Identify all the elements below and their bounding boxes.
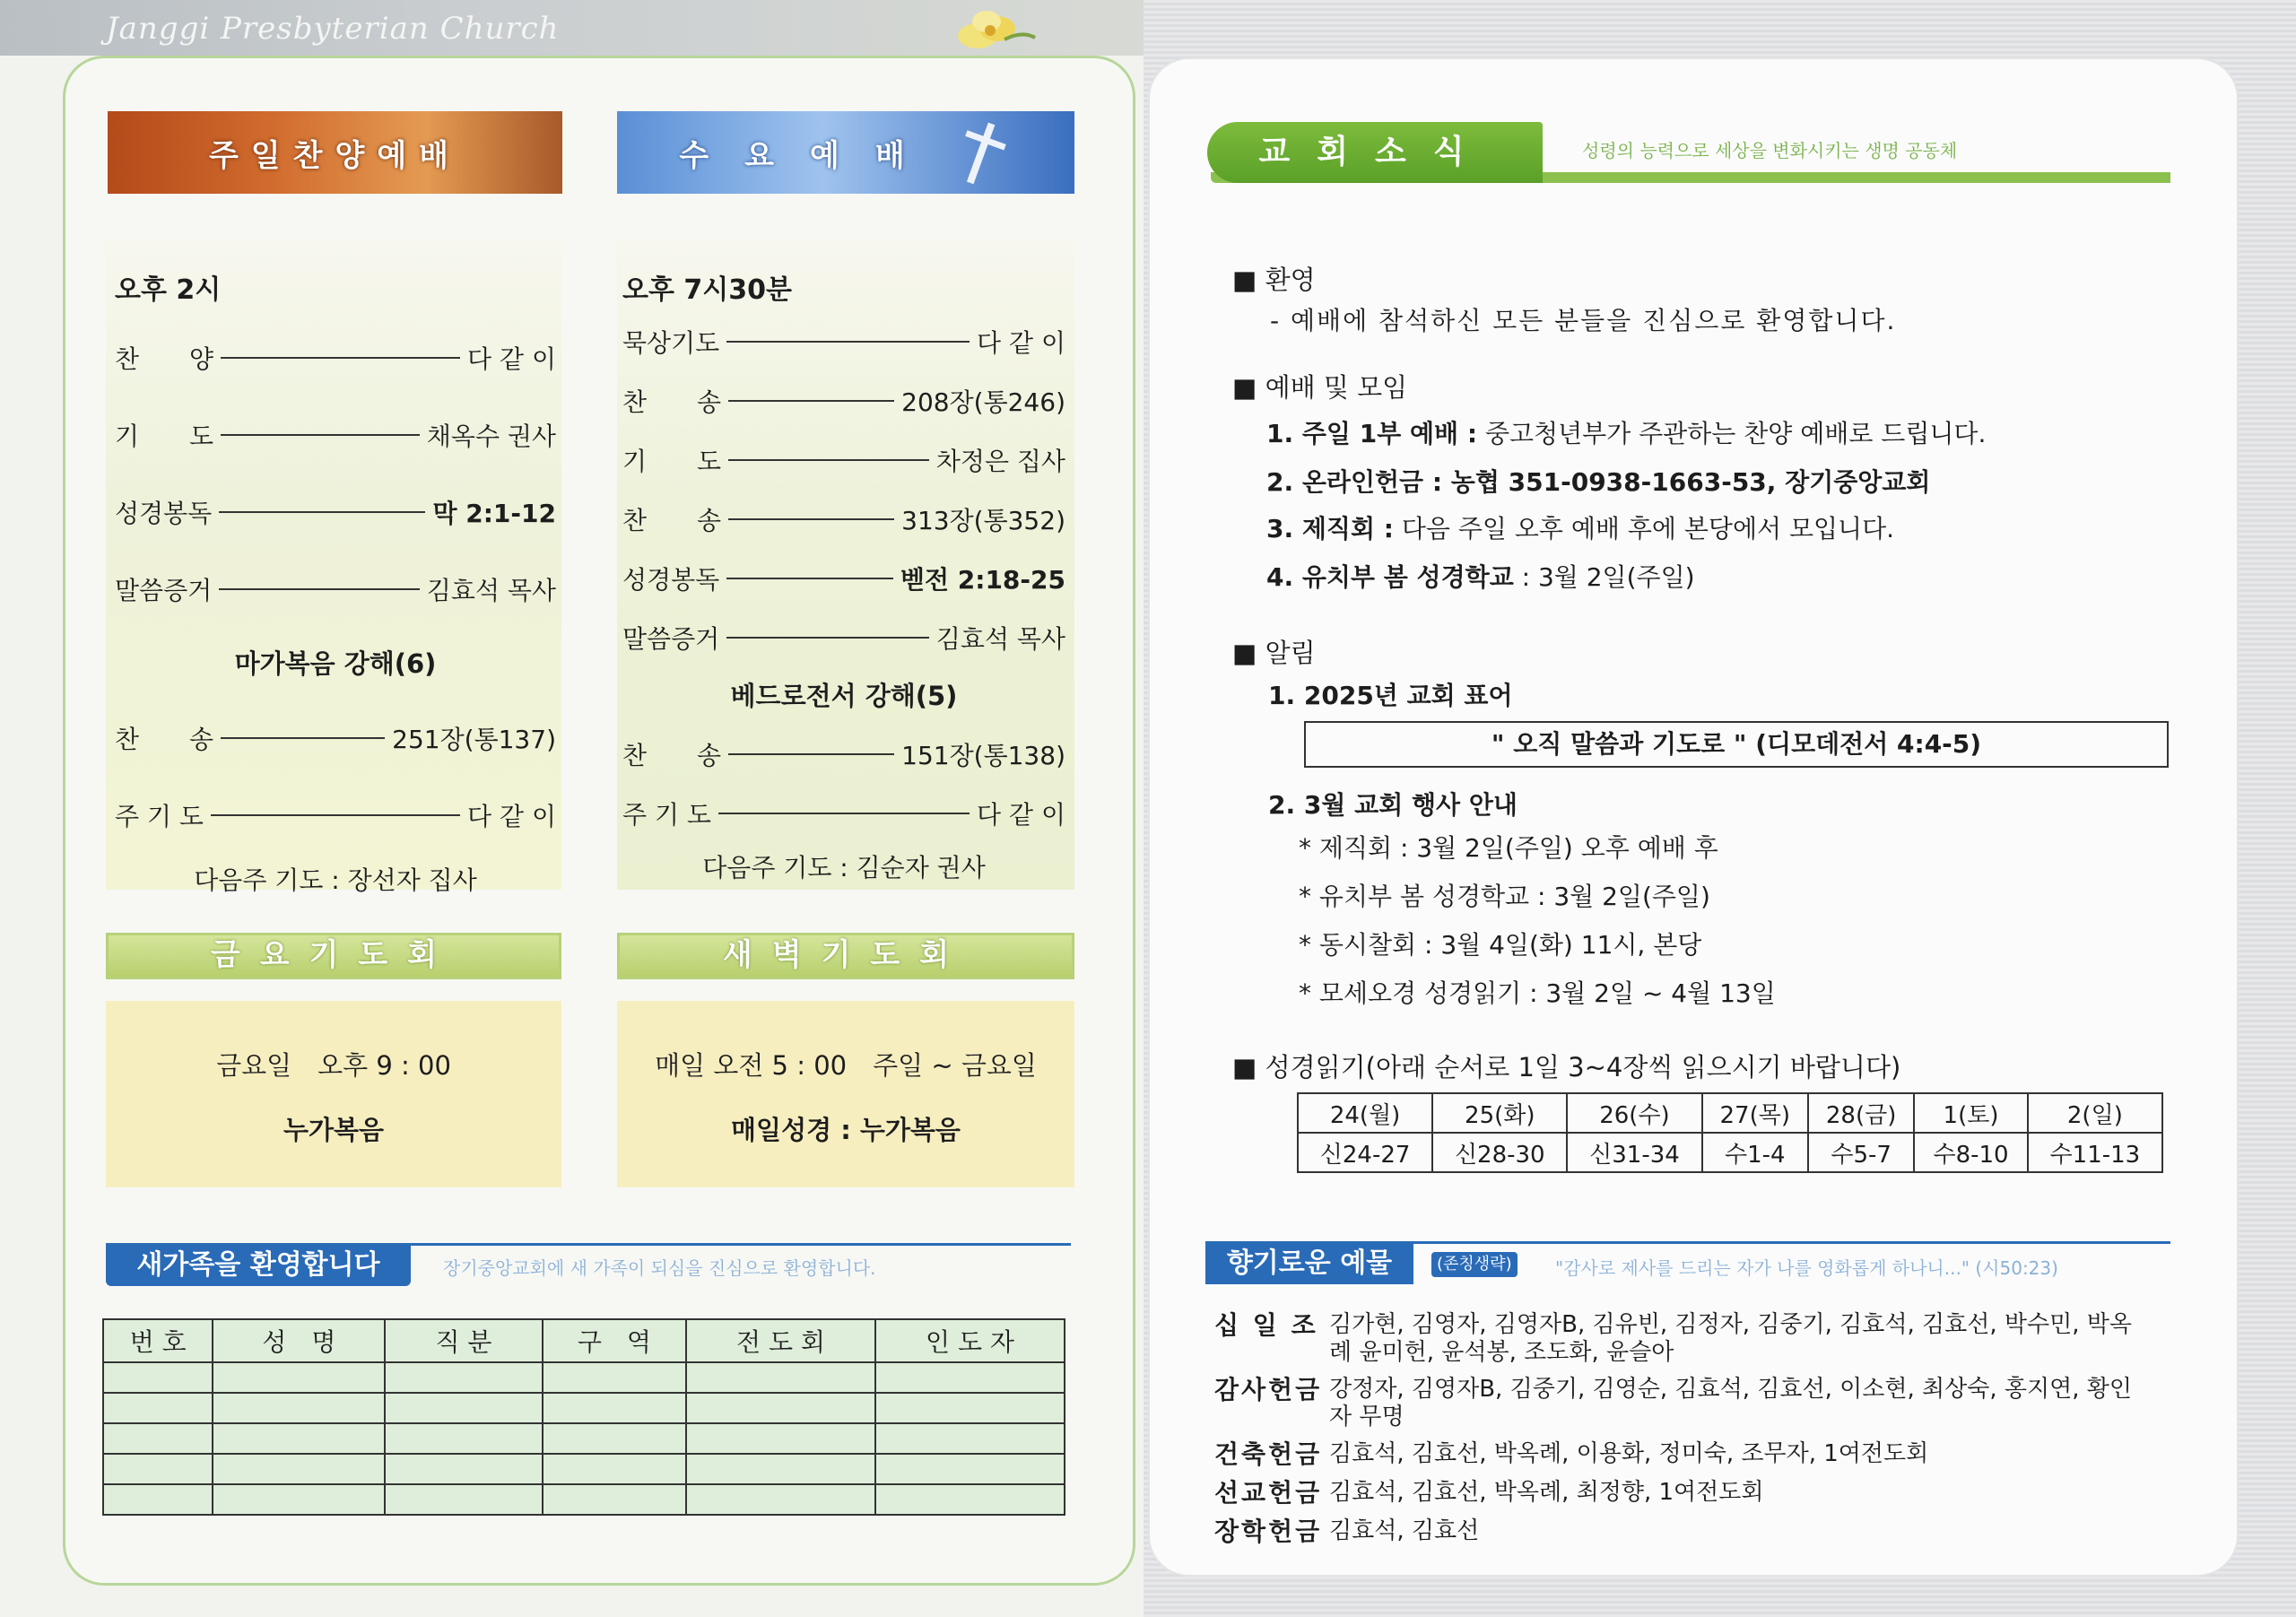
leader-line [726, 637, 929, 639]
table-cell [686, 1484, 875, 1515]
news-subtitle: 성령의 능력으로 세상을 변화시키는 생명 공동체 [1582, 140, 1958, 161]
day-cell: 26(수) [1567, 1093, 1701, 1133]
table-cell [875, 1484, 1065, 1515]
meeting-item-title: 4. 유치부 봄 성경학교 [1266, 562, 1514, 592]
notices-section [1232, 633, 1316, 670]
sunday-order-row [115, 700, 556, 777]
sunday-worship-order [115, 267, 556, 897]
table-cell [385, 1362, 543, 1393]
order-value: 벧전 2:18-25 [900, 565, 1065, 595]
order-value: 313장(통352) [901, 506, 1065, 535]
wednesday-order-row [622, 784, 1065, 843]
leader-line [728, 518, 894, 520]
passage-cell: 신24-27 [1298, 1133, 1432, 1172]
table-cell [875, 1454, 1065, 1484]
wednesday-order-row [622, 312, 1065, 371]
offerings-list [1214, 1311, 2138, 1545]
order-value: 김효석 목사 [426, 576, 556, 605]
leader-line [219, 511, 425, 513]
table-cell [103, 1454, 213, 1484]
wednesday-worship-title: 수요예배 [679, 137, 941, 174]
offering-label: 건축헌금 [1214, 1439, 1323, 1469]
new-family-table [102, 1318, 1065, 1516]
sunday-order-row [115, 319, 556, 396]
order-label: 말씀증거 [115, 576, 213, 605]
leader-line [219, 588, 420, 590]
order-value: 막 2:1-12 [432, 499, 556, 528]
wednesday-order-row [622, 371, 1065, 430]
order-label: 묵상기도 [622, 328, 720, 358]
leader-line [221, 357, 460, 359]
table-cell [543, 1484, 686, 1515]
flower-icon [942, 4, 1040, 61]
leader-line [726, 578, 893, 579]
column-header: 전 도 회 [686, 1319, 875, 1362]
welcome-heading: 환영 [1265, 265, 1316, 295]
order-label: 성경봉독 [622, 565, 720, 595]
sunday-order-row [115, 551, 556, 628]
sunday-order-row [115, 474, 556, 551]
welcome-text: - 예배에 참석하신 모든 분들을 진심으로 환영합니다. [1270, 306, 1897, 335]
table-cell [385, 1454, 543, 1484]
church-name: Janggi Presbyterian Church [106, 11, 560, 47]
table-row [1298, 1133, 2162, 1172]
meeting-item-text: 다음 주일 오후 예배 후에 본당에서 모입니다. [1393, 514, 1895, 543]
wednesday-time: 오후 7시30분 [622, 274, 792, 306]
offering-names: 강정자, 김영자B, 김중기, 김영순, 김효석, 김효선, 이소현, 최상숙, 홍지연, 황인자 무명 [1329, 1376, 2132, 1430]
order-label: 찬 송 [622, 506, 722, 535]
leader-line [726, 341, 970, 343]
leader-line [728, 400, 894, 402]
table-cell [686, 1454, 875, 1484]
offering-label: 십 일 조 [1214, 1310, 1318, 1340]
table-header-row [103, 1319, 1065, 1362]
wednesday-order-row [622, 725, 1065, 784]
table-row [103, 1484, 1065, 1515]
table-cell [213, 1393, 385, 1423]
wednesday-order-row [622, 608, 1065, 667]
sunday-next-prayer: 다음주 기도 : 장선자 집사 [194, 865, 477, 895]
dawn-prayer-text: 매일성경 : 누가복음 [731, 1115, 961, 1145]
meeting-item [1266, 558, 1695, 594]
offering-names: 김효석, 김효선 [1329, 1517, 1480, 1544]
column-header: 번 호 [103, 1319, 213, 1362]
table-cell [385, 1423, 543, 1454]
leader-line [728, 753, 894, 755]
table-cell [686, 1393, 875, 1423]
passage-cell: 수1-4 [1702, 1133, 1808, 1172]
table-row [103, 1454, 1065, 1484]
bullet-icon: ■ [1232, 372, 1265, 403]
wednesday-next-prayer: 다음주 기도 : 김순자 권사 [702, 853, 986, 882]
table-cell [213, 1362, 385, 1393]
table-row [103, 1393, 1065, 1423]
bullet-icon: ■ [1232, 1052, 1265, 1082]
friday-prayer-title: 금요기도회 [106, 933, 561, 979]
sunday-worship-title: 주일찬양예배 [208, 137, 462, 174]
table-cell [213, 1484, 385, 1515]
order-label: 찬 송 [622, 741, 722, 770]
offering-names: 김효석, 김효선, 박옥례, 최정향, 1여전도회 [1329, 1479, 1764, 1506]
cross-icon [950, 117, 1013, 188]
table-cell [875, 1362, 1065, 1393]
table-cell [213, 1423, 385, 1454]
welcome-section [1232, 260, 1316, 297]
table-cell [543, 1393, 686, 1423]
order-label: 주 기 도 [622, 800, 711, 830]
leader-line [211, 814, 460, 816]
column-header: 성 명 [213, 1319, 385, 1362]
column-header: 인 도 자 [875, 1319, 1065, 1362]
order-label: 찬 양 [115, 344, 214, 374]
order-label: 주 기 도 [115, 802, 204, 831]
bible-reading-table-wrap [1297, 1092, 2163, 1173]
sunday-order-row [115, 777, 556, 854]
table-cell [385, 1393, 543, 1423]
sunday-order-row [115, 396, 556, 474]
wednesday-order-row [622, 430, 1065, 490]
order-label: 찬 송 [115, 725, 214, 754]
table-cell [103, 1423, 213, 1454]
table-header-row [1298, 1093, 2162, 1133]
new-family-title: 새가족을 환영합니다 [106, 1245, 411, 1286]
event-item: * 유치부 봄 성경학교 : 3월 2일(주일) [1299, 882, 1710, 911]
table-cell [686, 1423, 875, 1454]
column-header: 구 역 [543, 1319, 686, 1362]
passage-cell: 신28-30 [1432, 1133, 1567, 1172]
friday-prayer-box [106, 1001, 561, 1187]
wednesday-order-row [622, 549, 1065, 608]
new-family-subtitle: 장기중앙교회에 새 가족이 되심을 진심으로 환영합니다. [443, 1257, 876, 1279]
offerings-title: 향기로운 예물 [1205, 1243, 1413, 1284]
order-value: 다 같 이 [467, 344, 556, 374]
meeting-item [1266, 414, 1986, 450]
bullet-icon: ■ [1232, 265, 1265, 295]
order-value: 다 같 이 [977, 800, 1065, 830]
leader-line [728, 459, 929, 461]
table-cell [385, 1484, 543, 1515]
order-value: 다 같 이 [977, 328, 1065, 358]
meetings-heading: 예배 및 모임 [1265, 372, 1408, 403]
offering-label: 장학헌금 [1214, 1517, 1323, 1546]
wednesday-order-row [622, 490, 1065, 549]
friday-prayer-text: 누가복음 [283, 1115, 385, 1145]
order-label: 말씀증거 [622, 624, 720, 654]
passage-cell: 신31-34 [1567, 1133, 1701, 1172]
table-row [103, 1423, 1065, 1454]
meeting-item-text: : 3월 2일(주일) [1513, 562, 1695, 592]
table-cell [875, 1393, 1065, 1423]
offering-names: 김효석, 김효선, 박옥례, 이용화, 정미숙, 조무자, 1여전도회 [1329, 1440, 1929, 1467]
offerings-tag: (존칭생략) [1431, 1252, 1518, 1277]
table-cell [543, 1423, 686, 1454]
meetings-section [1232, 368, 1407, 404]
table-cell [543, 1454, 686, 1484]
dawn-prayer-title: 새벽기도회 [617, 933, 1074, 979]
passage-cell: 수5-7 [1808, 1133, 1914, 1172]
meeting-item-title: 2. 온라인헌금 : 농협 351-0938-1663-53, 장기중앙교회 [1266, 467, 1931, 497]
table-row [103, 1362, 1065, 1393]
offering-label: 감사헌금 [1214, 1375, 1323, 1404]
table-cell [103, 1484, 213, 1515]
table-cell [686, 1362, 875, 1393]
day-cell: 27(목) [1702, 1093, 1808, 1133]
order-value: 차정은 집사 [935, 447, 1065, 476]
sunday-sermon-title: 마가복음 강해(6) [234, 648, 437, 679]
day-cell: 24(월) [1298, 1093, 1432, 1133]
order-value: 김효석 목사 [935, 624, 1065, 654]
order-label: 찬 송 [622, 387, 722, 417]
leader-line [718, 813, 970, 814]
order-value: 다 같 이 [467, 802, 556, 831]
events-title: 2. 3월 교회 행사 안내 [1268, 790, 1518, 820]
offering-row [1214, 1517, 2138, 1545]
column-header: 직 분 [385, 1319, 543, 1362]
leader-line [221, 434, 420, 436]
offering-row [1214, 1311, 2138, 1367]
leader-line [221, 737, 385, 739]
order-label: 기 도 [622, 447, 722, 476]
notices-heading: 알림 [1265, 638, 1316, 668]
event-item: * 동시찰회 : 3월 4일(화) 11시, 본당 [1299, 930, 1702, 960]
order-value: 208장(통246) [901, 387, 1065, 417]
dawn-prayer-box [617, 1001, 1074, 1187]
sunday-worship-header [108, 111, 562, 194]
table-cell [103, 1393, 213, 1423]
friday-prayer-time: 금요일 오후 9 : 00 [216, 1050, 451, 1081]
passage-cell: 수8-10 [1914, 1133, 2027, 1172]
day-cell: 1(토) [1914, 1093, 2027, 1133]
meeting-item-text: 중고청년부가 주관하는 찬양 예배로 드립니다. [1477, 419, 1987, 448]
event-item: * 제직회 : 3월 2일(주일) 오후 예배 후 [1299, 833, 1718, 863]
order-label: 성경봉독 [115, 499, 213, 528]
day-cell: 25(화) [1432, 1093, 1567, 1133]
offering-row [1214, 1440, 2138, 1468]
motto-title: 1. 2025년 교회 표어 [1268, 681, 1513, 710]
meeting-item [1266, 509, 1894, 545]
meeting-item-title: 3. 제직회 : [1266, 514, 1394, 543]
motto-box: " 오직 말씀과 기도로 " (디모데전서 4:4-5) [1304, 721, 2169, 768]
day-cell: 2(일) [2028, 1093, 2162, 1133]
table-cell [213, 1454, 385, 1484]
offering-names: 김가현, 김영자, 김영자B, 김유빈, 김정자, 김중기, 김효석, 김효선, 박수민, 박옥례 윤미헌, 윤석봉, 조도화, 윤슬아 [1329, 1311, 2132, 1366]
order-value: 251장(통137) [392, 725, 556, 754]
dawn-prayer-time: 매일 오전 5 : 00 주일 ~ 금요일 [655, 1050, 1037, 1081]
offering-label: 선교헌금 [1214, 1478, 1323, 1508]
meeting-item-title: 1. 주일 1부 예배 : [1266, 419, 1478, 448]
order-label: 기 도 [115, 422, 214, 451]
offering-row [1214, 1376, 2138, 1431]
wednesday-sermon-title: 베드로전서 강해(5) [730, 681, 958, 711]
bullet-icon: ■ [1232, 638, 1265, 668]
bible-reading-table [1297, 1092, 2163, 1173]
event-item: * 모세오경 성경읽기 : 3월 2일 ~ 4월 13일 [1299, 978, 1776, 1008]
news-title: 교회소식 [1207, 122, 1543, 183]
table-cell [875, 1423, 1065, 1454]
table-cell [103, 1362, 213, 1393]
passage-cell: 수11-13 [2028, 1133, 2162, 1172]
offering-row [1214, 1479, 2138, 1507]
bible-reading-heading: 성경읽기(아래 순서로 1일 3~4장씩 읽으시기 바랍니다) [1265, 1052, 1901, 1082]
wednesday-worship-order [622, 267, 1065, 884]
table-cell [543, 1362, 686, 1393]
sunday-time: 오후 2시 [115, 274, 222, 306]
day-cell: 28(금) [1808, 1093, 1914, 1133]
offerings-verse: "감사로 제사를 드리는 자가 나를 영화롭게 하나니..." (시50:23) [1555, 1257, 2058, 1279]
wednesday-worship-header [617, 111, 1074, 194]
bible-reading-section [1232, 1048, 1900, 1084]
order-value: 151장(통138) [901, 741, 1065, 770]
meeting-item [1266, 463, 1930, 499]
new-family-table-wrap [102, 1318, 1065, 1516]
order-value: 채옥수 권사 [426, 422, 556, 451]
